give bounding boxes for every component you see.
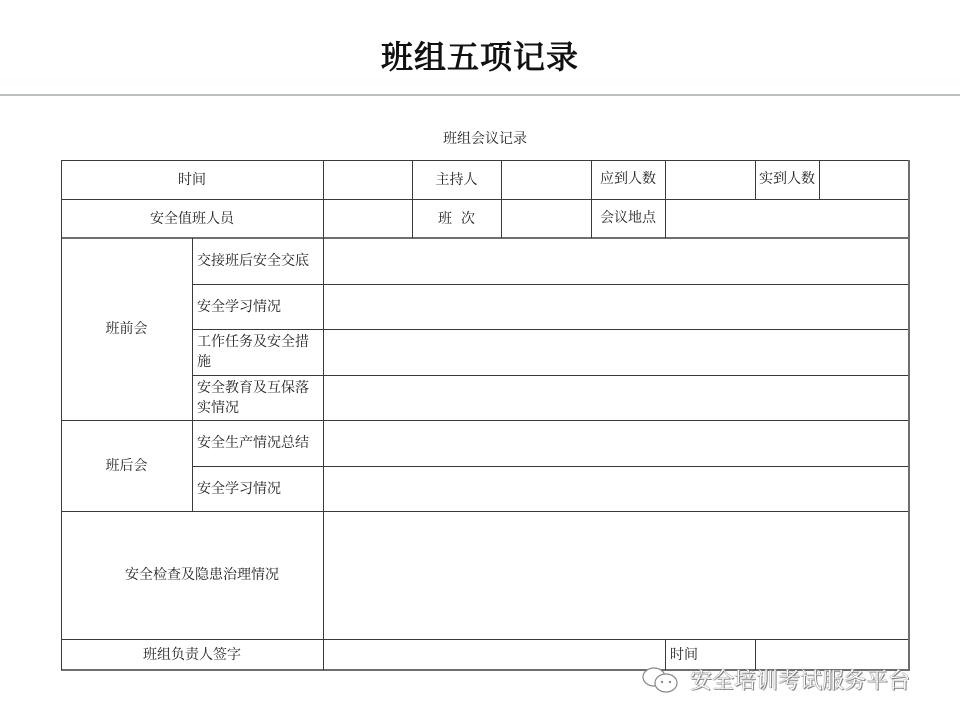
wechat-icon bbox=[640, 666, 684, 694]
expected-attendance-field[interactable] bbox=[665, 160, 755, 199]
watermark-text: 安全培训考试服务平台 bbox=[690, 669, 911, 694]
actual-attendance-label: 实到人数 bbox=[759, 171, 815, 187]
table-border bbox=[192, 284, 909, 285]
table-border bbox=[61, 199, 909, 200]
signature-time-label: 时间 bbox=[670, 647, 698, 663]
meeting-location-label: 会议地点 bbox=[600, 210, 656, 226]
title-separator bbox=[0, 94, 960, 96]
table-border bbox=[665, 160, 666, 238]
table-border bbox=[412, 160, 413, 238]
time-field[interactable] bbox=[323, 160, 412, 199]
post-shift-item-label: 安全学习情况 bbox=[197, 480, 281, 497]
table-border bbox=[61, 639, 909, 640]
host-label: 主持人 bbox=[435, 171, 478, 188]
actual-attendance-field[interactable] bbox=[819, 160, 909, 199]
table-border bbox=[61, 160, 909, 161]
table-border bbox=[323, 160, 324, 238]
table-border bbox=[61, 420, 909, 421]
pre-shift-item-field[interactable] bbox=[323, 238, 909, 284]
post-shift-item-field[interactable] bbox=[323, 420, 909, 466]
duty-staff-label: 安全值班人员 bbox=[150, 210, 234, 227]
pre-shift-item-label: 安全教育及互保落实情况 bbox=[197, 379, 309, 416]
table-border bbox=[192, 466, 909, 467]
meeting-location-field[interactable] bbox=[665, 199, 909, 238]
table-border bbox=[819, 160, 820, 199]
inspection-field[interactable] bbox=[323, 511, 909, 639]
leader-signature-label: 班组负责人签字 bbox=[143, 646, 241, 663]
table-border bbox=[501, 160, 502, 238]
watermark bbox=[640, 664, 910, 695]
pre-shift-item-label: 交接班后安全交底 bbox=[197, 253, 309, 269]
pre-shift-item-label: 工作任务及安全措施 bbox=[197, 334, 309, 370]
time-label: 时间 bbox=[178, 171, 206, 188]
pre-shift-item-label: 安全学习情况 bbox=[197, 298, 281, 315]
expected-attendance-label: 应到人数 bbox=[600, 171, 656, 187]
post-shift-item-label: 安全生产情况总结 bbox=[197, 435, 309, 451]
form-subtitle: 班组会议记录 bbox=[443, 131, 527, 147]
duty-staff-field[interactable] bbox=[323, 199, 412, 238]
table-border bbox=[908, 160, 910, 671]
host-field[interactable] bbox=[501, 160, 591, 199]
pre-shift-item-field[interactable] bbox=[323, 375, 909, 420]
post-shift-item-field[interactable] bbox=[323, 466, 909, 511]
pre-shift-item-field[interactable] bbox=[323, 284, 909, 329]
table-border bbox=[755, 160, 756, 199]
table-border bbox=[323, 238, 324, 670]
inspection-label: 安全检查及隐患治理情况 bbox=[125, 567, 279, 583]
table-border bbox=[192, 238, 193, 511]
table-border bbox=[61, 160, 62, 670]
pre-shift-item-field[interactable] bbox=[323, 329, 909, 375]
pre-shift-meeting-label: 班前会 bbox=[105, 321, 148, 337]
post-shift-meeting-label: 班后会 bbox=[105, 457, 148, 474]
table-border bbox=[192, 329, 909, 330]
shift-field[interactable] bbox=[501, 199, 591, 238]
table-border bbox=[61, 237, 910, 239]
table-border bbox=[61, 511, 909, 512]
shift-label: 班 次 bbox=[438, 210, 475, 227]
leader-signature-field[interactable] bbox=[323, 639, 665, 670]
table-border bbox=[192, 375, 909, 376]
page-title: 班组五项记录 bbox=[380, 38, 579, 76]
table-border bbox=[591, 160, 592, 238]
